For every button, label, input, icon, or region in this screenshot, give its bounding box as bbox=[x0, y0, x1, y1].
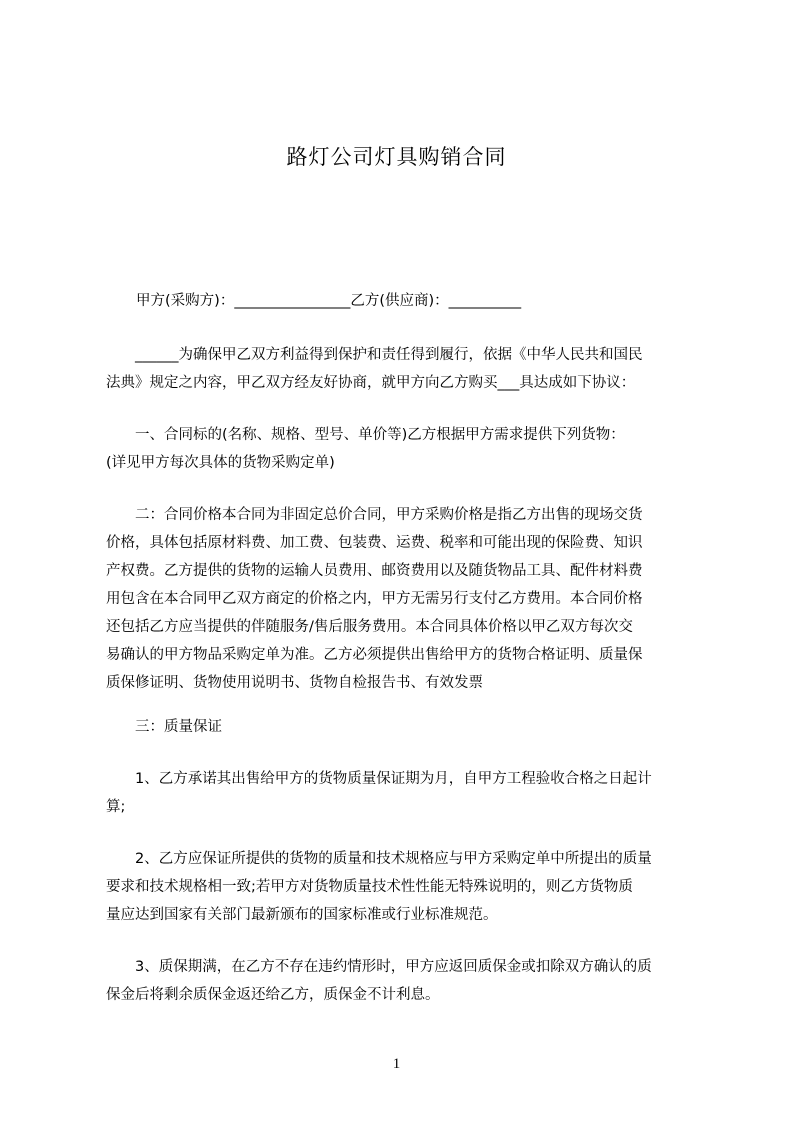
text-line: 产权费。乙方提供的货物的运输人员费用、邮资费用以及随货物品工具、配件材料费 bbox=[106, 563, 643, 579]
text-line: 用包含在本合同甲乙双方商定的价格之内，甲方无需另行支付乙方费用。本合同价格 bbox=[106, 591, 643, 607]
text-line: 质保修证明、货物使用说明书、货物自检报告书、有效发票 bbox=[106, 675, 483, 691]
text-line: 3、质保期满，在乙方不存在违约情形时，甲方应返回质保金或扣除双方确认的质 bbox=[106, 959, 652, 975]
text-line: 2、乙方应保证所提供的货物的质量和技术规格应与甲方采购定单中所提出的质量 bbox=[106, 851, 652, 867]
text-line: 量应达到国家有关部门最新颁布的国家标准或行业标准规范。 bbox=[106, 907, 498, 923]
clause-3-heading bbox=[106, 713, 702, 741]
text-line: 三：质量保证 bbox=[106, 719, 222, 735]
text-line: 还包括乙方应当提供的伴随服务/售后服务费用。本合同具体价格以甲乙双方每次交 bbox=[106, 619, 633, 635]
text-line: 保金后将剩余质保金返还给乙方，质保金不计利息。 bbox=[106, 987, 440, 1003]
text-line: 要求和技术规格相一致;若甲方对货物质量技术性性能无特殊说明的，则乙方货物质 bbox=[106, 879, 633, 895]
page-number: 1 bbox=[392, 1056, 401, 1072]
document-title: 路灯公司灯具购销合同 bbox=[286, 145, 507, 169]
text-line: 二：合同价格本合同为非固定总价合同，甲方采购价格是指乙方出售的现场交货 bbox=[106, 507, 643, 523]
clause-3-item-1 bbox=[106, 765, 702, 821]
text-line: 易确认的甲方物品采购定单为准。乙方必须提供出售给甲方的货物合格证明、质量保 bbox=[106, 647, 643, 663]
clause-2-paragraph bbox=[106, 501, 702, 697]
text-line: 1、乙方承诺其出售给甲方的货物质量保证期为月，自甲方工程验收合格之日起计 bbox=[106, 771, 652, 787]
preamble-paragraph bbox=[106, 341, 702, 397]
clause-3-item-3 bbox=[106, 953, 702, 1009]
text-line: 一、合同标的(名称、规格、型号、单价等)乙方根据甲方需求提供下列货物： bbox=[106, 427, 625, 443]
text-line: ______为确保甲乙双方利益得到保护和责任得到履行，依据《中华人民共和国民 bbox=[106, 347, 643, 363]
text-line: 算; bbox=[106, 799, 126, 815]
text-line: (详见甲方每次具体的货物采购定单) bbox=[106, 455, 335, 471]
text-line: 价格，具体包括原材料费、加工费、包装费、运费、税率和可能出现的保险费、知识 bbox=[106, 535, 643, 551]
parties-line: 甲方(采购方)：________________乙方(供应商)：__________ bbox=[136, 293, 522, 309]
text-line: 法典》规定之内容，甲乙双方经友好协商，就甲方向乙方购买___具达成如下协议： bbox=[106, 375, 636, 391]
clause-1-paragraph bbox=[106, 421, 702, 477]
clause-3-item-2 bbox=[106, 845, 702, 929]
